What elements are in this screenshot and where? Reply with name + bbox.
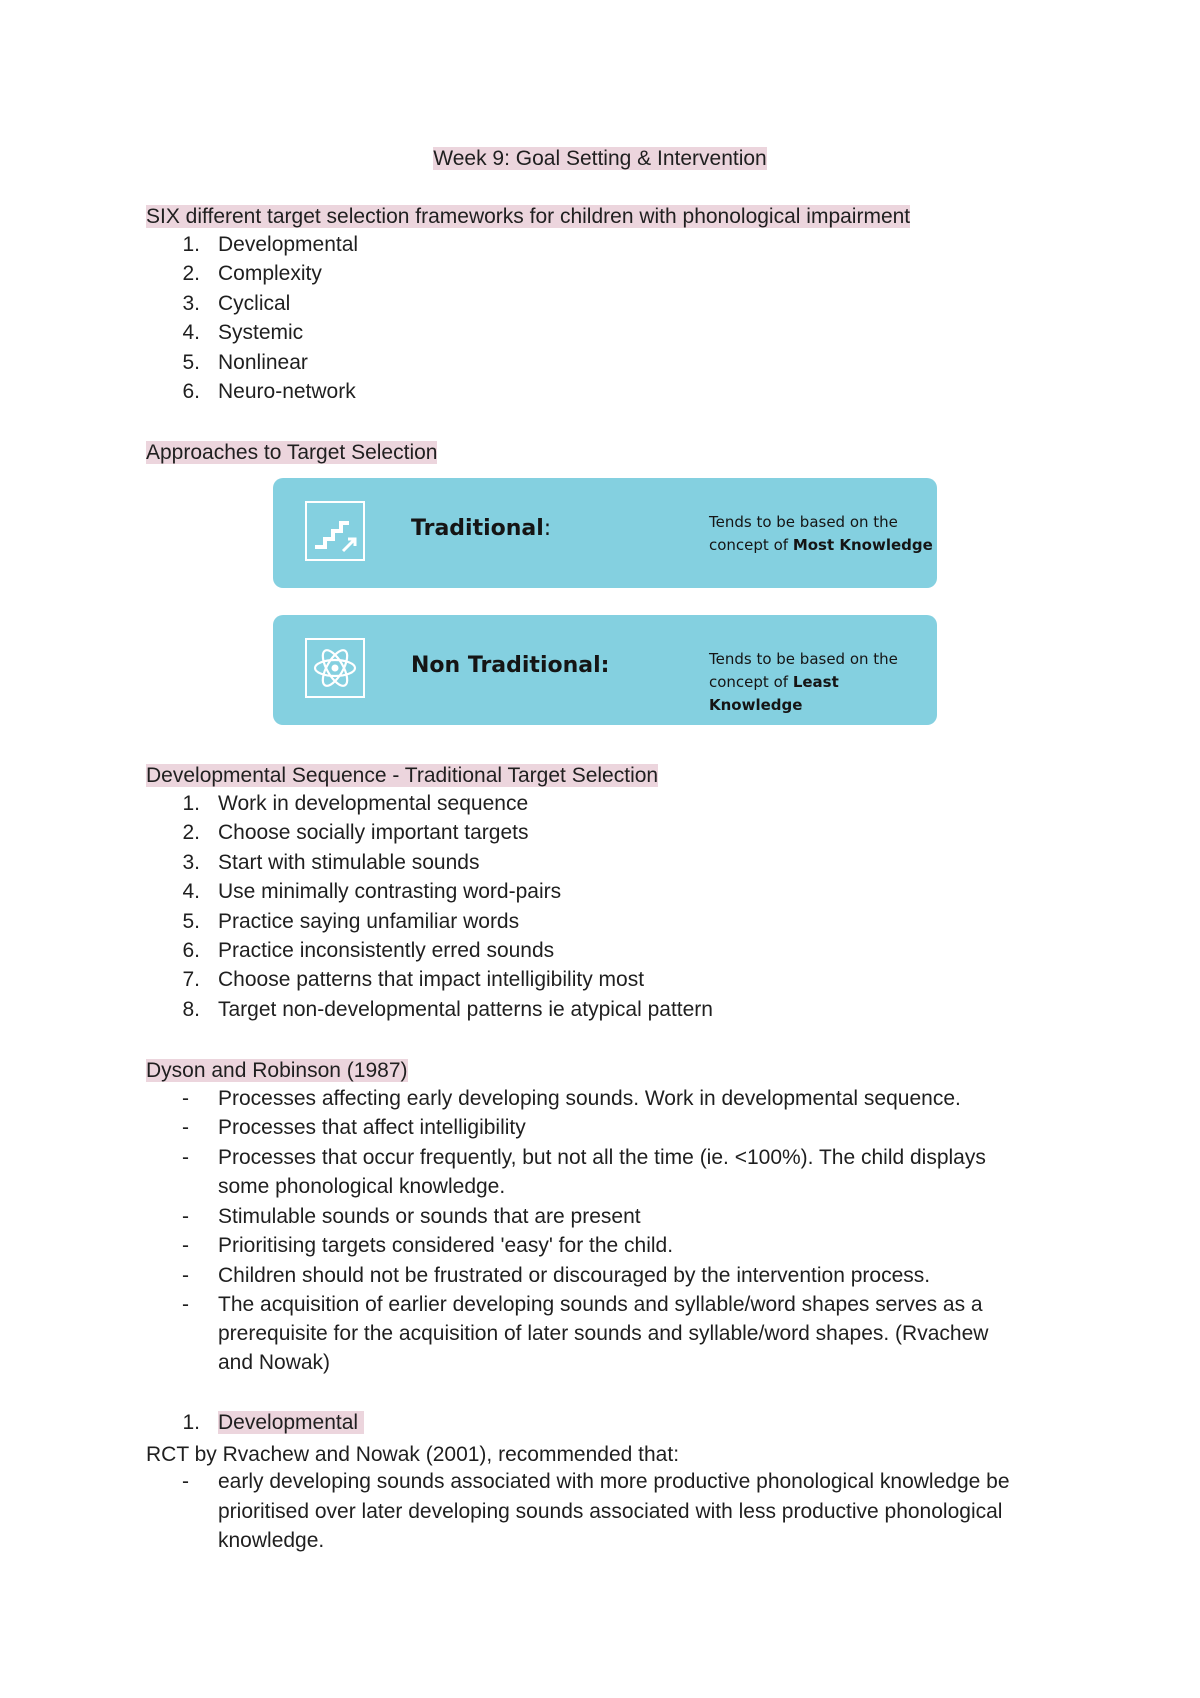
traditional-label: Traditional:	[411, 516, 552, 541]
dyson-heading: Dyson and Robinson (1987)	[146, 1059, 408, 1082]
traditional-description: Tends to be based on the concept of Most Knowledge	[709, 513, 933, 554]
non-traditional-label: Non Traditional:	[411, 653, 610, 678]
frameworks-heading: SIX different target selection frameworks for children with phonological impairment	[146, 205, 911, 228]
atom-icon	[305, 638, 365, 698]
stairs-arrow-icon	[305, 501, 365, 561]
document-page: Week 9: Goal Setting & Intervention SIX different target selection frameworks for children with phonological impairment 1. Developmental 2. Complexity 3. Cyclical 4. Systemic 5. Nonlinear 6. Neuro-network Approaches to Target Selection Traditional: Tends to be based on the concept of Most Knowledge Non Traditional: Tends to be based on the concept of Least Knowledge Developmental Sequence - Traditional Target Selection 1. Work in developmental sequence 2. Choose socially important targets 3. Start with stimulable sounds 4. Use minimally contrasting word-pairs 5. Practice saying unfamiliar words 6. Practice inconsistently erred sounds 7. Choose patterns that impact intelligibility most 8. Target non-developmental patterns ie atypical pattern Dyson and Robinson (1987) - Processes affecting early developing sounds. Work in developmental sequence. - Processes that affect intelligibility - Processes that occur frequently, but not all the time (ie. <100%). The child displays some phonological knowledge. - Stimulable sounds or sounds that are present - Prioritising targets considered 'easy' for the child. - Children should not be frustrated or discouraged by the intervention process. - The acquisition of earlier developing sounds and syllable/word shapes serves as a prerequisite for the acquisition of later sounds and syllable/word shapes. (Rvachew and Nowak) 1. Developmental RCT by Rvachew and Nowak (2001), recommended that: - early developing sounds associated with more productive phonological knowledge be prioritised over later developing sounds associated with less productive phonological knowledge.	[0, 0, 1200, 1698]
page-title	[0, 144, 1200, 173]
dev-sequence-heading: Developmental Sequence - Traditional Target Selection	[146, 764, 659, 787]
developmental-intro: RCT by Rvachew and Nowak (2001), recommended that:	[146, 1443, 680, 1466]
non-traditional-description: Tends to be based on the concept of Least Knowledge	[709, 650, 898, 714]
non-traditional-card	[273, 615, 937, 725]
page-title-text: Week 9: Goal Setting & Intervention	[433, 147, 767, 170]
approaches-heading: Approaches to Target Selection	[146, 441, 438, 464]
traditional-card	[273, 478, 937, 588]
